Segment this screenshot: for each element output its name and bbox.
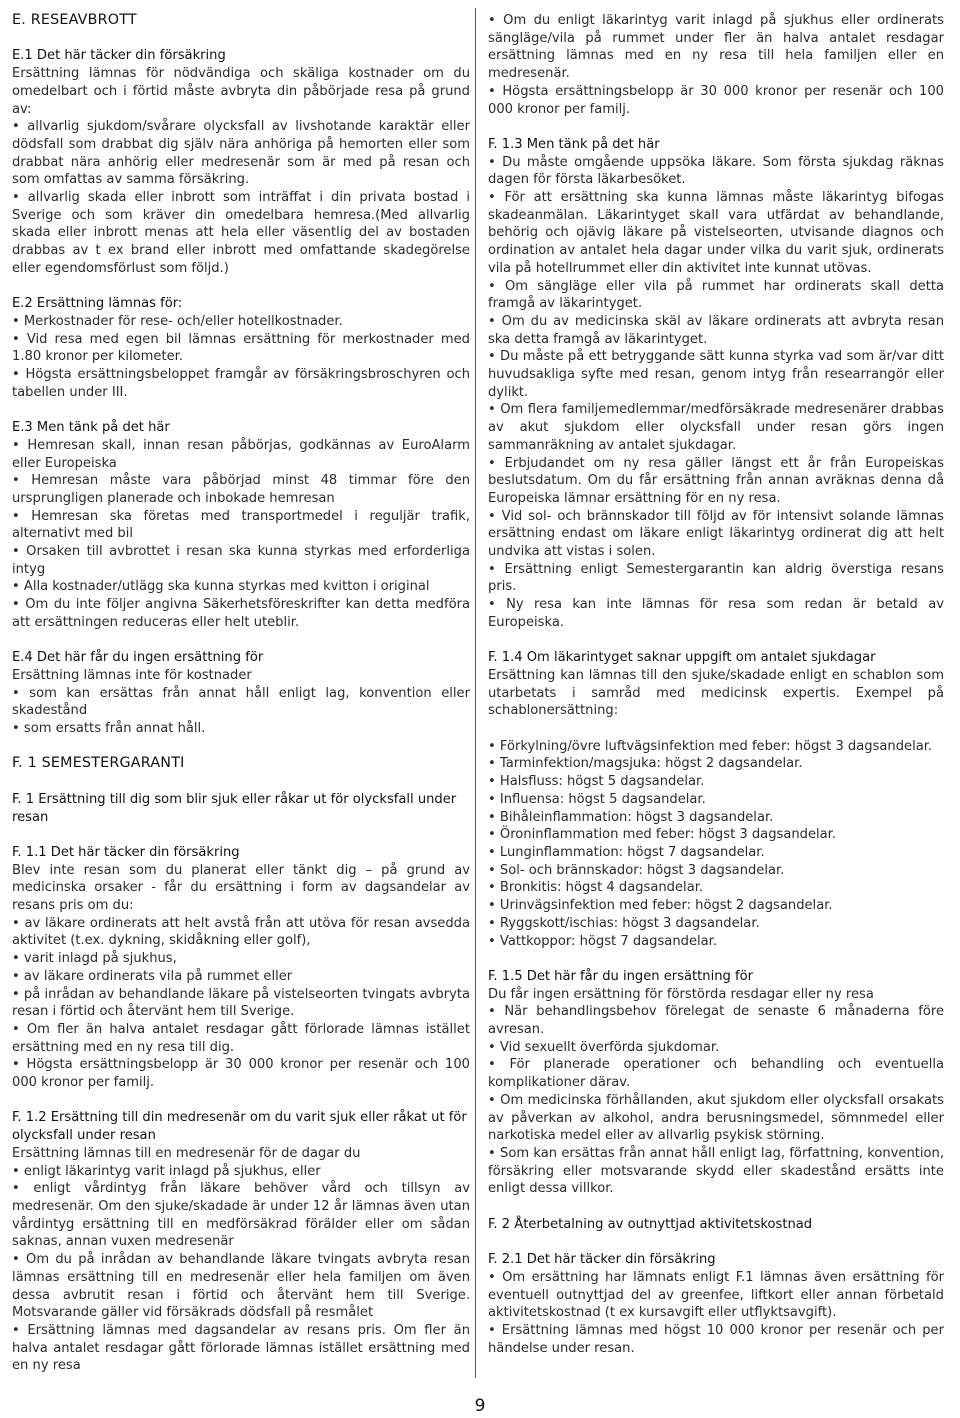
bullet-item: • Om du enligt läkarintyg varit inlagd på sjukhus eller ordinerats sängläge/vila på rummet under fler än halva antalet resdagar ersättning lämnas med en ny resa till hela familjen eller en medresenär. <box>488 13 944 82</box>
paragraph: Blev inte resan som du planerat eller tänkt dig – på grund av medicinska orsaker - får du ersättning i form av dagsandelar av resans pris om du: <box>12 862 470 914</box>
bullet-item: • Ersättning lämnas med dagsandelar av resans pris. Om fler än halva antalet resdagar gått förlorade lämnas istället ersättning med en ny resa <box>12 1322 470 1374</box>
bullet-item: • Tarminfektion/magsjuka: högst 2 dagsandelar. <box>488 756 803 772</box>
spacer <box>12 826 470 844</box>
bullet-item: • Ny resa kan inte lämnas för resa som redan är betald av Europeiska. <box>488 597 944 630</box>
right-column <box>488 12 944 1357</box>
bullet-item: • Högsta ersättningsbelopp är 30 000 kronor per resenär och 100 000 kronor per familj. <box>12 1057 470 1091</box>
section-heading: F. 1.5 Det här får du ingen ersättning för <box>488 968 754 984</box>
bullet-item: • Ersättning enligt Semestergarantin kan aldrig överstiga resans pris. <box>488 561 944 595</box>
bullet-item: • som kan ersättas från annat håll enligt lag, konvention eller skadestånd <box>12 685 470 719</box>
bullet-item: • allvarlig skada eller inbrott som inträffat i din privata bostad i Sverige och som kräver din omedelbara hemresa.(Med allvarlig skada eller inbrott menas att hela eller väsentlig del av bostaden drabbas av t ex brand eller inbrott med omfattande skadegörelse eller egendomsförlust som följd.) <box>12 190 470 276</box>
bullet-item: • Hemresan måste vara påbörjad minst 48 timmar före den ursprungligen planerade och inbokade hemresan <box>12 473 470 506</box>
bullet-item: • Ersättning lämnas med högst 10 000 kronor per resenär och per händelse under resan. <box>488 1322 944 1356</box>
paragraph: Ersättning lämnas till en medresenär för de dagar du <box>12 1145 361 1161</box>
spacer <box>488 1198 944 1216</box>
bullet-item: • Vid sol- och brännskador till följd av för intensivt solande lämnas ersättning endast om läkare enligt läkarintyg ordinerat dig att helt undvika att vistas i solen. <box>488 508 944 560</box>
bullet-item: • För att ersättning ska kunna lämnas måste läkarintyg bifogas skadeanmälan. Läkarintyget skall vara utfärdat av behandlande, behörig och ojävig läkare på vistelseorten, utvisande diagnos och ordination av antalet hela dagar under vilka du varit sjuk, ordinerats vila på hotellrummet eller din aktivitet inte kunnat utövas. <box>488 190 944 276</box>
bullet-item: • Du måste omgående uppsöka läkare. Som första sjukdag räknas dagen för första läkarbesöket. <box>488 154 944 188</box>
bullet-item: • Vid resa med egen bil lämnas ersättning för merkostnader med 1.80 kronor per kilometer. <box>12 331 470 365</box>
bullet-item: • varit inlagd på sjukhus, <box>12 951 177 967</box>
section-heading: F. 2.1 Det här täcker din försäkring <box>488 1252 716 1268</box>
bullet-item: • Ryggskott/ischias: högst 3 dagsandelar. <box>488 915 760 931</box>
bullet-item: • Högsta ersättningsbeloppet framgår av försäkringsbroschyren och tabellen under III. <box>12 367 470 400</box>
spacer <box>12 632 470 650</box>
spacer <box>12 773 470 791</box>
section-heading: F. 1.1 Det här täcker din försäkring <box>12 844 240 860</box>
spacer <box>488 1233 944 1251</box>
spacer <box>12 30 470 48</box>
section-heading: F. 1.4 Om läkarintyget saknar uppgift om antalet sjukdagar <box>488 650 876 666</box>
paragraph: Ersättning kan lämnas till den sjuke/skadade enligt en schablon som utarbetats i samråd med medicinsk expertis. Exempel på schablonersättning: <box>488 667 944 719</box>
bullet-item: • Om du av medicinska skäl av läkare ordinerats att avbryta resan ska detta framgå av läkarintyget. <box>488 313 944 347</box>
section-heading: E. RESEAVBROTT <box>12 12 137 28</box>
bullet-item: • Om sängläge eller vila på rummet har ordinerats skall detta framgå av läkarintyget. <box>488 278 944 312</box>
bullet-item: • För planerade operationer och behandling och eventuella komplikationer därav. <box>488 1057 944 1091</box>
bullet-item: • Influensa: högst 5 dagsandelar. <box>488 791 706 807</box>
bullet-item: • Urinvägsinfektion med feber: högst 2 dagsandelar. <box>488 898 833 914</box>
section-heading: E.1 Det här täcker din försäkring <box>12 48 226 64</box>
bullet-item: • enligt vårdintyg från läkare behöver vård och tillsyn av medresenär. Om den sjuke/skadade är under 12 år lämnas även utan vårdintyg ersättning till en medförsäkrad förälder eller om sådan saknas, annan vuxen medresenär <box>12 1181 470 1250</box>
bullet-item: • Hemresan skall, innan resan påbörjas, godkännas av EuroAlarm eller Europeiska <box>12 437 470 471</box>
left-column <box>12 12 470 1375</box>
bullet-item: • Om du på inrådan av behandlande läkare tvingats avbryta resan lämnas ersättning till en medresenär eller hela familjen om även dessa avbrutit resan i förtid och återvänt hem till Sverige. Motsvarande gäller vid försäkrads dödsfall på resmålet <box>12 1252 470 1321</box>
bullet-item: • När behandlingsbehov förelegat de senaste 6 månaderna före avresan. <box>488 1004 944 1038</box>
spacer <box>488 118 944 136</box>
page-number: 9 <box>474 1396 486 1416</box>
spacer <box>488 950 944 968</box>
bullet-item: • av läkare ordinerats att helt avstå från att utöva för resan avsedda aktivitet (t.ex. dykning, skidåkning eller golf), <box>12 915 470 949</box>
bullet-item: • Orsaken till avbrottet i resan ska kunna styrkas med erforderliga intyg <box>12 544 470 577</box>
bullet-item: • Om ersättning har lämnats enligt F.1 lämnas även ersättning för eventuell outnyttjad del av greenfee, liftkort eller annan förbetald aktivitetskostnad (t ex kursavgift eller utflyktsavgift). <box>488 1269 944 1321</box>
spacer <box>12 738 470 756</box>
bullet-item: • Lunginflammation: högst 7 dagsandelar. <box>488 845 765 860</box>
bullet-item: • Erbjudandet om ny resa gäller längst ett år från Europeiskas beslutsdatum. Om du får ersättning från annan avräknas denna då Europeiska lämnar ersättning för en ny resa. <box>488 455 944 506</box>
bullet-item: • Om medicinska förhållanden, akut sjukdom eller olycksfall orsakats av påverkan av alkohol, andra berusningsmedel, sömnmedel eller narkotiska medel eller av allvarlig psykisk störning. <box>488 1092 944 1144</box>
section-heading: F. 1.3 Men tänk på det här <box>488 136 660 152</box>
bullet-item: • Öroninflammation med feber: högst 3 dagsandelar. <box>488 827 837 843</box>
section-heading: F. 1 Ersättning till dig som blir sjuk eller råkar ut för olycksfall under resan <box>12 791 457 825</box>
bullet-item: • Om fler än halva antalet resdagar gått förlorade lämnas istället ersättning med en ny resa till dig. <box>12 1021 470 1055</box>
bullet-item: • Du måste på ett betryggande sätt kunna styrka vad som är/var ditt huvudsakliga syfte med resan, genom intyg från researrangör eller dylikt. <box>488 349 944 400</box>
bullet-item: • Merkostnader för rese- och/eller hotellkostnader. <box>12 313 343 329</box>
bullet-item: • Vattkoppor: högst 7 dagsandelar. <box>488 933 717 949</box>
bullet-item: • enligt läkarintyg varit inlagd på sjukhus, eller <box>12 1163 321 1179</box>
section-heading: E.2 Ersättning lämnas för: <box>12 296 183 312</box>
bullet-item: • Halsfluss: högst 5 dagsandelar. <box>488 774 705 790</box>
bullet-item: • Som kan ersättas från annat håll enligt lag, författning, konvention, försäkring eller motsvarande skydd eller skadestånd ersätts inte enligt dessa villkor. <box>488 1145 944 1197</box>
section-heading: E.4 Det här får du ingen ersättning för <box>12 650 264 666</box>
bullet-item: • som ersatts från annat håll. <box>12 721 206 737</box>
spacer <box>488 720 944 738</box>
bullet-item: • Sol- och brännskador: högst 3 dagsandelar. <box>488 862 785 878</box>
paragraph: Du får ingen ersättning för förstörda resdagar eller ny resa <box>488 986 874 1002</box>
bullet-item: • Hemresan ska företas med transportmedel i reguljär trafik, alternativt med bil <box>12 508 470 542</box>
bullet-item: • Om du inte följer angivna Säkerhetsföreskrifter kan detta medföra att ersättningen reduceras eller helt uteblir. <box>12 597 470 630</box>
bullet-item: • Högsta ersättningsbelopp är 30 000 kronor per resenär och 100 000 kronor per familj. <box>488 83 944 117</box>
section-heading: F. 1.2 Ersättning till din medresenär om du varit sjuk eller råkat ut för olycksfall under resan <box>12 1110 467 1144</box>
spacer <box>12 278 470 296</box>
bullet-item: • allvarlig sjukdom/svårare olycksfall av livshotande karaktär eller dödsfall som drabbat dig själv nära anhöriga på hemorten eller som drabbat nära anhörig eller medresenär som är med på resan och som omfattas av samma försäkring. <box>12 119 470 188</box>
paragraph: Ersättning lämnas för nödvändiga och skäliga kostnader om du omedelbart och i förtid måste avbryta din påbörjade resa på grund av: <box>12 66 470 117</box>
section-heading: E.3 Men tänk på det här <box>12 420 170 436</box>
spacer <box>12 1092 470 1110</box>
paragraph: Ersättning lämnas inte för kostnader <box>12 667 252 683</box>
section-heading: F. 2 Återbetalning av outnyttjad aktivitetskostnad <box>488 1216 813 1232</box>
bullet-item: • Alla kostnader/utlägg ska kunna styrkas med kvitton i original <box>12 579 430 595</box>
bullet-item: • Vid sexuellt överförda sjukdomar. <box>488 1039 720 1055</box>
spacer <box>488 632 944 650</box>
spacer <box>12 401 470 419</box>
bullet-item: • Bihåleinflammation: högst 3 dagsandelar. <box>488 809 774 825</box>
column-divider <box>475 8 476 1378</box>
section-heading: F. 1 SEMESTERGARANTI <box>12 755 185 772</box>
bullet-item: • Om flera familjemedlemmar/medförsäkrade medresenärer drabbas av akut sjukdom eller olycksfall under resan görs ingen sammanräkning av antalet sjukdagar. <box>488 402 944 453</box>
bullet-item: • Bronkitis: högst 4 dagsandelar. <box>488 880 704 896</box>
bullet-item: • av läkare ordinerats vila på rummet eller <box>12 968 293 984</box>
bullet-item: • på inrådan av behandlande läkare på vistelseorten tvingats avbryta resan i förtid och återvänt hem till Sverige. <box>12 986 470 1020</box>
bullet-item: • Förkylning/övre luftvägsinfektion med feber: högst 3 dagsandelar. <box>488 738 933 754</box>
